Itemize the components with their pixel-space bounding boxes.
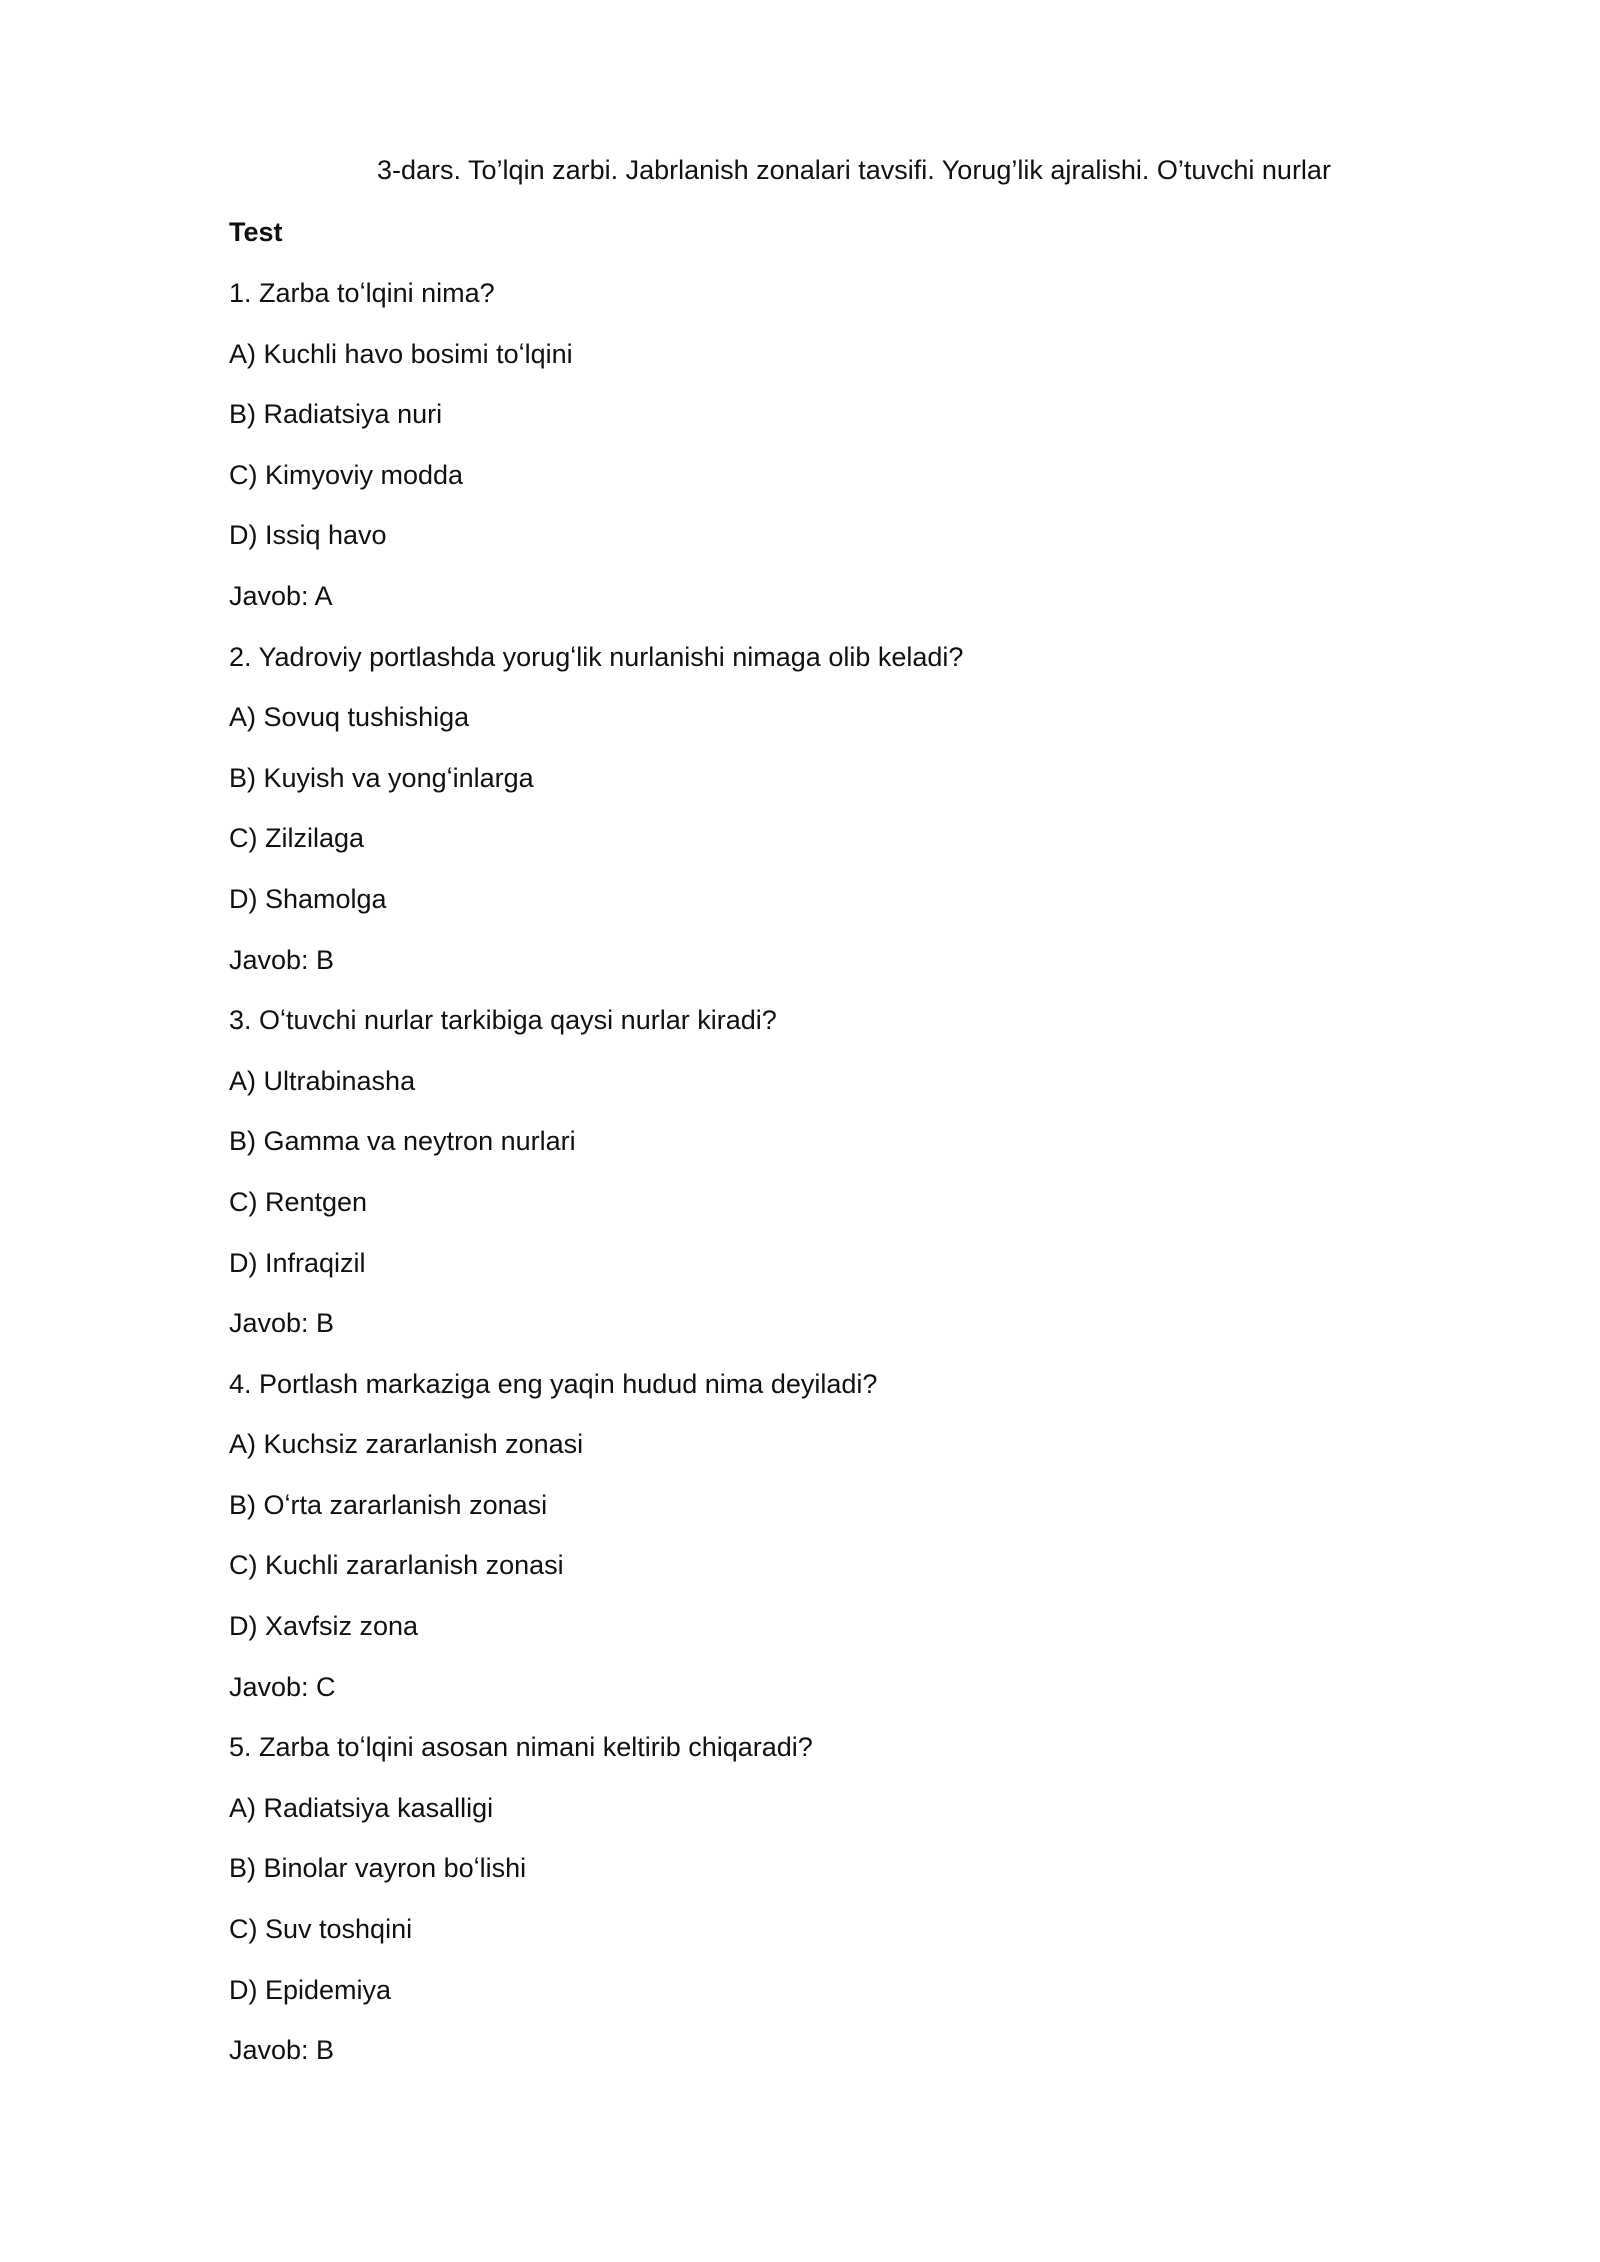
correct-answer: Javob: A [229,580,333,611]
test-content [229,214,1429,2093]
question-block [229,275,1429,639]
answer-option-c: C) Kimyoviy modda [229,459,464,490]
question-block [229,639,1429,1003]
correct-answer: Javob: B [229,944,335,975]
answer-option-d: D) Epidemiya [229,1974,392,2005]
answer-option-c: C) Suv toshqini [229,1914,413,1945]
question-text: 1. Zarba toʻlqini nima? [229,278,495,308]
answer-option-b: B) Radiatsiya nuri [229,399,443,430]
correct-answer: Javob: B [229,1308,335,1339]
question-block [229,1366,1429,1730]
question-text: 3. Oʻtuvchi nurlar tarkibiga qaysi nurlar kiradi? [229,1005,777,1036]
answer-option-c: C) Zilzilaga [229,823,365,854]
answer-option-d: D) Xavfsiz zona [229,1611,419,1642]
question-text: 2. Yadroviy portlashda yorugʻlik nurlanishi nimaga olib keladi? [229,641,964,672]
answer-option-b: B) Oʻrta zararlanish zonasi [229,1489,548,1520]
question-text: 5. Zarba toʻlqini asosan nimani keltirib chiqaradi? [229,1732,813,1763]
correct-answer: Javob: B [229,2035,335,2066]
answer-option-a: A) Ultrabinasha [229,1065,416,1096]
answer-option-d: D) Infraqizil [229,1247,366,1278]
question-text: 4. Portlash markaziga eng yaqin hudud nima deyiladi? [229,1368,878,1399]
answer-option-a: A) Sovuq tushishiga [229,702,470,733]
answer-option-c: C) Kuchli zararlanish zonasi [229,1550,564,1581]
answer-option-d: D) Issiq havo [229,520,387,551]
question-block [229,1729,1429,2093]
answer-option-b: B) Gamma va neytron nurlari [229,1126,576,1157]
answer-option-d: D) Shamolga [229,883,387,914]
section-heading: Test [229,217,283,247]
answer-option-a: A) Radiatsiya kasalligi [229,1792,494,1823]
question-block [229,1002,1429,1366]
document-title: 3-dars. To’lqin zarbi. Jabrlanish zonalari tavsifi. Yorug’lik ajralishi. O’tuvchi nurlar [377,155,1331,185]
answer-option-c: C) Rentgen [229,1186,368,1217]
answer-option-a: A) Kuchsiz zararlanish zonasi [229,1429,584,1460]
answer-option-b: B) Binolar vayron boʻlishi [229,1853,527,1884]
correct-answer: Javob: C [229,1671,336,1702]
answer-option-b: B) Kuyish va yongʻinlarga [229,762,534,793]
answer-option-a: A) Kuchli havo bosimi toʻlqini [229,338,573,369]
